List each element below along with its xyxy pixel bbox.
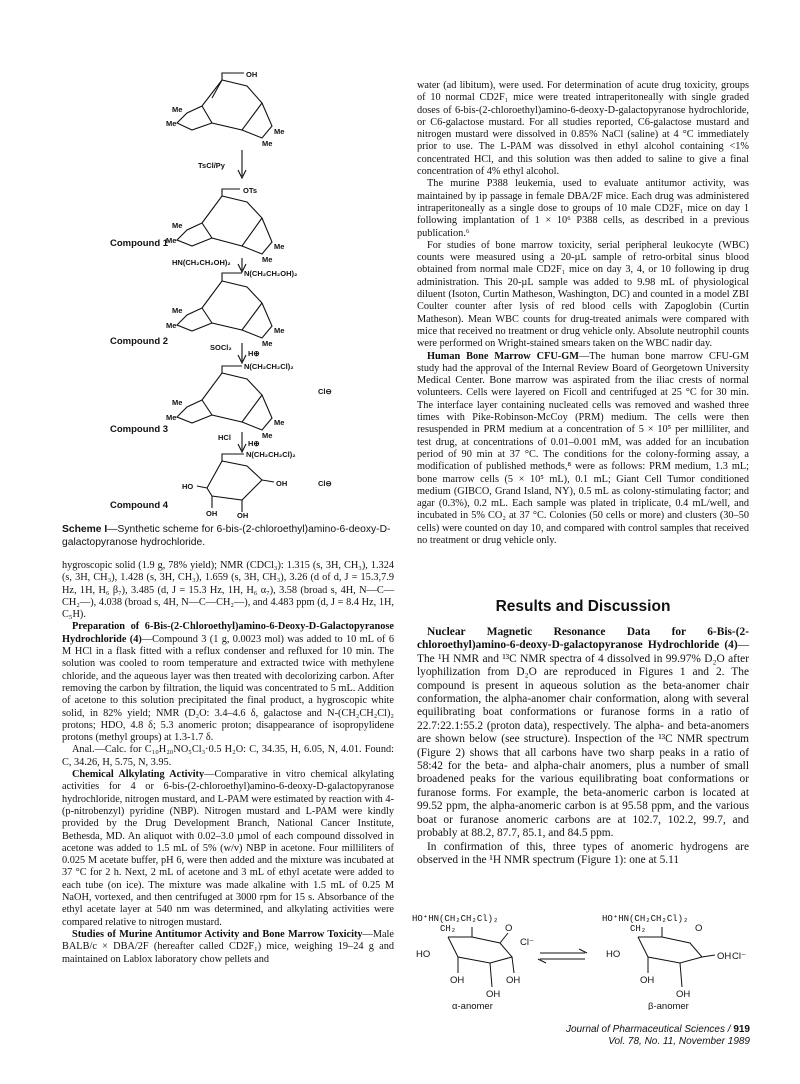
h-plus-label: H⊕ xyxy=(248,439,260,448)
h-plus-label: H⊕ xyxy=(248,349,260,358)
right-body-text xyxy=(417,80,749,547)
oh-label: OH xyxy=(276,479,288,488)
paragraph-text: —Male BALB/c × DBA/2F (hereafter called CD2F₁) mice, weighing 19–24 g and maintained on Lablox laboratory chow pellets and xyxy=(62,928,394,965)
me-label: Me xyxy=(166,236,177,245)
compound-3-label: Compound 3 xyxy=(110,424,169,435)
counterion-label: Cl⊖ xyxy=(318,387,332,396)
oh-label: OH xyxy=(640,975,655,986)
paragraph xyxy=(62,621,394,744)
ch2-label: CH₂ xyxy=(630,924,647,934)
substituent-label: N(CH₂CH₂OH)₂ xyxy=(244,269,298,278)
reagent-label: HCl xyxy=(218,433,231,442)
counterion-label: Cl⊖ xyxy=(318,479,332,488)
chloride-label: Cl⁻ xyxy=(520,937,534,948)
scheme-caption xyxy=(62,524,394,549)
me-label: Me xyxy=(262,139,273,148)
substituent-label: N(CH₂CH₂Cl)₂ xyxy=(244,362,294,371)
paragraph-heading: Nuclear Magnetic Resonance Data for 6-Bis-(2-chloroethyl)amino-6-deoxy-D-galactopyranose Hydrochloride (4) xyxy=(417,626,749,652)
compound-4-label: Compound 4 xyxy=(110,500,169,511)
paragraph-text: —The ¹H NMR and ¹³C NMR spectra of 4 dissolved in 99.97% D₂O after lyophilization from D₂O are reproduced in Figures 1 and 2. The compound is present in aqueous solution as the beta-anomer chair conformation, the alpha-anomer chair conformation, along with several equilibrating boat conformations or furanose forms in a ratio of 22.7:22.1:55.2 (proton data), respectively. The alpha- and beta-anomers are shown below (see structure). Inspection of the ¹³C NMR spectrum (Figure 2) shows that all carbons have two sharp peaks in a ratio of 58:42 for the beta- and alpha-chair anomers, plus a number of small broadened peaks for the various equilibrating boat conformations or furanose forms. For example, the beta-anomeric carbon is located at 99.52 ppm, the alpha-anomeric carbon is at 95.58 ppm, and the various boat or furanose anomeric carbons are at 102.7, 102.2, 99.7, and probably at 88.2, 87.7, 85.1, and 84.5 ppm. xyxy=(417,639,749,840)
oh-label: OH xyxy=(506,975,521,986)
paragraph: hygroscopic solid (1.9 g, 78% yield); NMR (CDCl₃): 1.315 (s, 3H, CH₃), 1.324 (s, 3H, CH₃), 1.428 (s, 3H, CH₃), 1.659 (s, 3H, CH₃), 3.26 (d of d, J = 15.3,7.9 Hz, 1H, H₆ β₇), 3.485 (d, J = 15.3 Hz, 1H, H₆ α₇), 3.58 (broad s, 4H, N—C—CH₂—), 4.038 (broad s, 4H, N—C—CH₂—), and 4.483 ppm (d, J = 8.4 Hz, 1H, C₅H). xyxy=(62,560,394,621)
me-label: Me xyxy=(172,306,183,315)
paragraph-heading: Human Bone Marrow CFU-GM xyxy=(427,350,579,362)
paragraph: water (ad libitum), were used. For determination of acute drug toxicity, groups of 10 normal CD2F₁ mice were treated intraperitoneally with single graded doses of 6-bis-(2-chloroethyl)amino-6-deoxy-D-galactopyranose hydrochloride, or C6-galactose mustard. For all studies reported, C6-galactose mustard and nitrogen mustard were dissolved in 0.85% NaCl (saline) at 4 °C immediately prior to use. The L-PAM was dissolved in ethyl alcohol containing <1% concentrated HCl, and this solution was then added to saline to give a final concentration of 4% ethyl alcohol. xyxy=(417,80,749,178)
oh-label: OH xyxy=(246,70,258,79)
oh-label: OH xyxy=(206,509,218,518)
ring-oxygen-label: O xyxy=(505,923,513,934)
paragraph-heading: Chemical Alkylating Activity xyxy=(72,769,205,781)
paragraph xyxy=(62,769,394,929)
section-heading: Results and Discussion xyxy=(495,598,671,615)
paragraph: Anal.—Calc. for C₁₀H₂₀NO₅Cl₃·0.5 H₂O: C, 34.35, H, 6.05, N, 4.01. Found: C, 34.26, H, 5.75, N, 3.95. xyxy=(62,744,394,768)
journal-footer xyxy=(566,1024,750,1048)
paragraph-text: —Compound 3 (1 g, 0.0023 mol) was added to 10 mL of 6 M HCl in a flask fitted with a reflux condenser and refluxed for 10 min. The solution was cooled to room temperature and extracted twice with methylene chloride, and the aqueous layer was then treated with decolorizing carbon. After removing the carbon by filtration, the liquid was concentrated to 5 mL. Addition of acetone to this solution precipitated the final product, a hygroscopic white solid, in 82% yield; NMR (D₂O: 3.4–4.6 δ, galactose and N-(CH₂CH₂Cl)₂ protons; HDO, 4.8 δ; 5.3 anomeric proton; disappearance of isopropylidene protons (methyl groups) at 1.3-1.7 δ. xyxy=(62,633,394,744)
me-label: Me xyxy=(274,127,285,136)
ammonium-substituent: HO⁺HN(CH₂CH₂Cl)₂ xyxy=(412,914,499,924)
substituent-label: N(CH₂CH₂Cl)₂ xyxy=(246,450,296,459)
equilibrium-drawing xyxy=(410,905,750,1010)
scheme-figure xyxy=(62,68,394,518)
me-label: Me xyxy=(262,339,273,348)
page-number: 919 xyxy=(733,1024,750,1035)
paragraph: In confirmation of this, three types of anomeric hydrogens are observed in the ¹H NMR spectrum (Figure 1): one at 5.11 xyxy=(417,840,749,866)
ring-oxygen-label: O xyxy=(695,923,703,934)
caption-label: Scheme I xyxy=(62,524,108,535)
me-label: Me xyxy=(172,221,183,230)
paragraph-text: —Comparative in vitro chemical alkylating activities for 4 or 6-bis-(2-chloroethyl)amino-6-deoxy-D-galactopyranose hydrochloride, nitrogen mustard, and L-PAM were estimated by reaction with 4-(p-nitrobenzyl) pyridine (NBP). Nitrogen mustard and L-PAM were kindly provided by the Drug Development Branch, National Cancer Institute, Bethesda, MD. An aliquot with 0.02–3.0 µmol of each compound dissolved in acetone was added to 1.5 mL of 5% (w/v) NBP in acetone. Four milliliters of 0.025 M acetate buffer, pH 6, were then added and the mixture was incubated at 37 °C for 2 h. Next, 2 mL of acetone and 3 mL of ethyl acetate were added to each tube (on ice). The mixture was made alkaline with 1.5 mL of 0.25 M NaOH, vortexed, and then centrifuged at 3000 rpm for 15 s. Absorbance of the ethyl acetate layer at 540 nm was determined, and alkylating activities were compared relative to nitrogen mustard. xyxy=(62,769,394,928)
me-label: Me xyxy=(166,413,177,422)
paragraph: The murine P388 leukemia, used to evaluate antitumor activity, was maintained by ip passage in female DBA/2F mice. Each drug was administered intraperitoneally as a single dose to groups of 10 male CD2F₁ mice on day 1 following implantation of 1 × 10⁶ P388 cells, as described in a previous publication.⁶ xyxy=(417,178,749,239)
me-label: Me xyxy=(166,321,177,330)
reagent-label: HN(CH₂CH₂OH)₂ xyxy=(172,258,231,267)
journal-name: Journal of Pharmaceutical Sciences xyxy=(565,1024,725,1035)
oh-label: OH xyxy=(717,951,732,962)
paragraph-heading: Preparation of 6-Bis-(2-Chloroethyl)amino-6-Deoxy-D-Galactopyranose Hydrochloride (4) xyxy=(62,621,394,645)
oh-label: OH xyxy=(237,511,249,518)
compound-1-label: Compound 1 xyxy=(110,238,169,249)
ho-label: HO xyxy=(416,949,431,960)
me-label: Me xyxy=(172,105,183,114)
alpha-anomer-label: α-anomer xyxy=(452,1001,493,1010)
paragraph xyxy=(417,351,749,548)
me-label: Me xyxy=(262,431,273,440)
beta-anomer-label: β-anomer xyxy=(648,1001,689,1010)
me-label: Me xyxy=(166,119,177,128)
oh-label: OH xyxy=(450,975,465,986)
me-label: Me xyxy=(172,398,183,407)
paragraph xyxy=(417,626,749,841)
me-label: Me xyxy=(262,255,273,264)
ots-label: OTs xyxy=(243,186,258,195)
anomer-equilibrium-figure xyxy=(410,905,750,1010)
me-label: Me xyxy=(274,242,285,251)
left-body-text xyxy=(62,560,394,966)
ammonium-substituent: HO⁺HN(CH₂CH₂Cl)₂ xyxy=(602,914,689,924)
journal-citation: Journal of Pharmaceutical Sciences / 919 xyxy=(565,1024,750,1035)
paragraph-text: —The human bone marrow CFU-GM study had the approval of the Internal Review Board of Georgetown University Medical Center. Bone marrow was aspirated from the iliac crests of normal volunteers. Cells were layered on Ficoll and centrifuged at 25 °C for 30 min. The interface layer containing nucleated cells was removed and washed three times with Pike-Robinson-McCoy (PRM) medium. The cells were then resuspended in PRM medium at a concentration of 5 × 10⁵ per milliliter, and test drug, at concentrations of 0.01–0.001 mM, was added for an incubation period of 90 min at 37 °C. The conditions for the colony-forming assay, a modification of published methods,⁸ were as follows: PRM medium, 1.3 mL; bone marrow cells (5 × 10⁵ mL), 0.1 mL; Giant Cell Tumor conditioned medium (GIBCO, Grand Island, NY), 0.5 mL as colony-stimulating factor; and agar (0.3%), 0.2 mL. Each sample was plated in triplicate, 0.4 mL/well, and incubated in 5% CO₂ at 37 °C. Colonies (50 cells or more) and clusters (30–50 cells) were counted on day 10, and compared with control samples that received no treatment or drug vehicle only. xyxy=(417,350,749,546)
reagent-label: TsCl/Py xyxy=(198,161,225,170)
volume-info: Vol. 78, No. 11, November 1989 xyxy=(608,1036,750,1047)
me-label: Me xyxy=(274,418,285,427)
chloride-label: Cl⁻ xyxy=(732,951,746,962)
oh-label: OH xyxy=(486,989,501,1000)
ho-label: HO xyxy=(182,482,194,491)
scheme-drawing xyxy=(62,68,394,518)
paragraph xyxy=(62,929,394,966)
paragraph-heading: Studies of Murine Antitumor Activity and Bone Marrow Toxicity xyxy=(72,928,363,940)
caption-text: —Synthetic scheme for 6-bis-(2-chloroethyl)amino-6-deoxy-D-galactopyranose hydrochloride. xyxy=(62,524,391,548)
ch2-label: CH₂ xyxy=(440,924,457,934)
compound-2-label: Compound 2 xyxy=(110,336,169,347)
me-label: Me xyxy=(274,326,285,335)
reagent-label: SOCl₂ xyxy=(210,343,232,352)
paragraph: For studies of bone marrow toxicity, serial peripheral leukocyte (WBC) counts were measured using a 20-µL sample of retro-orbital sinus blood obtained from normal male CD2F₁ mice on day 3, 4, or 10 following ip drug administration. This 20-µL sample was added to 9.98 mL of physiological diluent (Isoton, Curtin Matheson, Washington, DC) and counted in a model ZBI Coulter counter after lysis of red blood cells with Zapoglobin (Curtin Matheson). Mean WBC counts for drug-treated animals were compared with mice that received no treatment or drug vehicle only. Absolute neutrophil counts were performed on Wright-stained smears taken on the WBC nadir day. xyxy=(417,239,749,350)
ho-label: HO xyxy=(606,949,621,960)
oh-label: OH xyxy=(676,989,691,1000)
results-text xyxy=(417,626,749,867)
